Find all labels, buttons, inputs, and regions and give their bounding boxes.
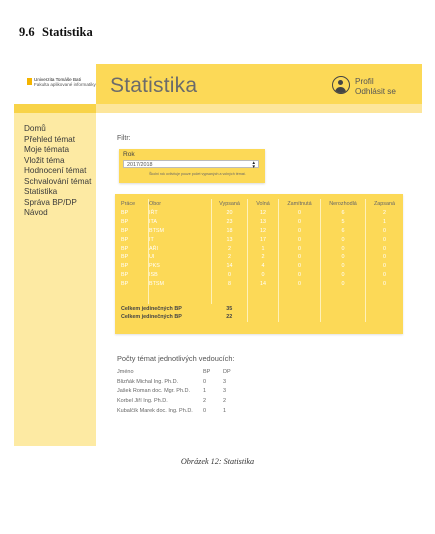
table-cell: PKS [149, 262, 212, 271]
table-cell: 4 [248, 262, 279, 271]
dp-count: 3 [223, 388, 227, 395]
logout-link[interactable]: Odhlásit se [355, 86, 396, 96]
table-cell: 0 [248, 271, 279, 280]
sidebar-item-sprava-bp-dp[interactable]: Správa BP/DP [24, 197, 77, 207]
brand[interactable] [14, 64, 96, 104]
supervisors-table [117, 367, 237, 416]
bp-count: 0 [203, 408, 207, 415]
sidebar [14, 64, 96, 446]
supervisor-name: Kubalčík Marek doc. Ing. Ph.D. [117, 408, 193, 415]
dp-count: 1 [223, 408, 227, 415]
table-header-row [121, 199, 403, 209]
table-cell: UI [149, 253, 212, 262]
table-cell: 2 [212, 244, 248, 253]
statistics-card [115, 194, 403, 334]
col-volna: Volná [248, 199, 279, 209]
table-cell: 0 [279, 262, 321, 271]
col-zamitnuta: Zamítnutá [279, 199, 321, 209]
table-row [121, 209, 403, 218]
year-label: Rok [123, 151, 135, 158]
profile-links [355, 77, 396, 96]
table-cell: 14 [248, 279, 279, 288]
table-cell: 14 [212, 262, 248, 271]
table-cell: BP [121, 218, 149, 227]
total-value: 22 [212, 313, 248, 322]
table-cell: ISB [149, 271, 212, 280]
sidebar-item-hodnoceni-temat[interactable]: Hodnocení témat [24, 166, 87, 175]
statistics-table [121, 199, 403, 322]
table-cell: 0 [279, 218, 321, 227]
year-filter-card [119, 149, 265, 183]
sidebar-strip [14, 104, 96, 113]
table-cell: BP [121, 262, 149, 271]
table-cell: 0 [321, 244, 366, 253]
table-spacer [121, 288, 403, 304]
table-cell: BP [121, 253, 149, 262]
col-obor: Obor [149, 199, 212, 209]
table-cell: 2 [248, 253, 279, 262]
supervisor-name: Jašek Roman doc. Mgr. Ph.D. [117, 388, 191, 395]
col-zapsana: Zapsaná [374, 201, 395, 207]
table-cell: 20 [212, 209, 248, 218]
year-hint: Školní rok ovlivňuje pouze počet vypsaných a volných témat. [149, 172, 246, 176]
table-cell: 5 [321, 218, 366, 227]
header [96, 64, 422, 104]
table-cell: IŘT [149, 209, 212, 218]
table-cell: 18 [212, 227, 248, 236]
table-cell: 0 [383, 245, 386, 252]
filter-label: Filtr: [117, 135, 131, 142]
table-cell: 0 [383, 263, 386, 270]
sidebar-item-domu[interactable]: Domů [24, 124, 46, 133]
bp-count: 1 [203, 388, 207, 395]
brand-text [34, 77, 96, 87]
table-cell: 0 [383, 236, 386, 243]
table-row [121, 279, 403, 288]
col-vypsana: Vypsaná [212, 199, 248, 209]
bp-count: 2 [203, 398, 207, 405]
table-cell: 0 [383, 280, 386, 287]
table-cell: 0 [383, 254, 386, 261]
sidebar-item-navod[interactable]: Návod [24, 208, 48, 217]
table-cell: 0 [321, 271, 366, 280]
table-cell: 8 [212, 279, 248, 288]
brand-line2: Fakulta aplikované informatiky [34, 82, 96, 88]
table-cell: 0 [321, 235, 366, 244]
table-cell: 6 [321, 209, 366, 218]
avatar-body [335, 87, 346, 94]
table-cell: 1 [248, 244, 279, 253]
table-cell: 1 [383, 219, 386, 226]
table-row [121, 253, 403, 262]
user-avatar-icon[interactable] [332, 76, 350, 94]
sidebar-item-schvalovani-temat[interactable]: Schvalování témat [24, 176, 92, 186]
table-cell: 13 [248, 218, 279, 227]
table-cell: 0 [321, 279, 366, 288]
table-cell: BP [121, 209, 149, 218]
table-cell: BP [121, 235, 149, 244]
total-label: Celkem jedinečných BP [121, 305, 182, 312]
supervisor-name: Korbel Jiří Ing. Ph.D. [117, 398, 168, 405]
table-cell: 0 [279, 235, 321, 244]
table-cell: 0 [321, 262, 366, 271]
list-item [117, 387, 237, 397]
table-row [121, 218, 403, 227]
col-prace: Práce [121, 199, 149, 209]
total-label: Celkem jedinečných BP [121, 314, 182, 321]
list-item [117, 406, 237, 416]
section-number: 9.6 [19, 25, 35, 39]
profile-link[interactable]: Profil [355, 77, 374, 86]
table-cell: 0 [321, 253, 366, 262]
bp-count: 0 [203, 378, 207, 385]
table-cell: IT [149, 235, 212, 244]
dp-count: 2 [223, 398, 227, 405]
table-row [121, 244, 403, 253]
page-title: Statistika [110, 74, 198, 97]
supervisors-header-row [117, 367, 237, 377]
sidebar-item-moje-temata[interactable]: Moje témata [24, 145, 70, 154]
table-cell: BP [121, 279, 149, 288]
table-cell: 0 [279, 271, 321, 280]
table-cell: 23 [212, 218, 248, 227]
table-row [121, 227, 403, 236]
figure-caption: Obrázek 12: Statistika [180, 457, 255, 466]
supervisor-name: Blizňák Michal Ing. Ph.D. [117, 378, 179, 385]
select-arrows-icon: ▲ ▼ [251, 160, 256, 169]
table-cell: 0 [279, 253, 321, 262]
total-row [121, 304, 403, 313]
section-title: Statistika [42, 25, 93, 39]
app-screenshot [14, 64, 422, 446]
utb-logo-icon [27, 78, 32, 85]
table-cell: 6 [321, 227, 366, 236]
header-strip [96, 104, 422, 113]
table-cell: 0 [383, 227, 386, 234]
year-select-value: 2017/2018 [127, 162, 153, 168]
table-cell: 0 [279, 227, 321, 236]
brand-line1: Univerzita Tomáše Bati [34, 77, 81, 82]
supervisors-title: Počty témat jednotlivých vedoucích: [117, 354, 235, 363]
table-cell: 17 [248, 235, 279, 244]
list-item [117, 377, 237, 387]
total-row [121, 313, 403, 322]
table-cell: 2 [383, 210, 386, 217]
table-cell: ITA [149, 218, 212, 227]
table-cell: BP [121, 271, 149, 280]
table-row [121, 262, 403, 271]
table-cell: 0 [279, 279, 321, 288]
table-cell: AŘI [149, 244, 212, 253]
sidebar-nav [24, 124, 91, 219]
section-heading [19, 25, 93, 40]
sidebar-item-statistika[interactable]: Statistika [24, 187, 58, 196]
table-cell: BP [121, 244, 149, 253]
table-cell: 13 [212, 235, 248, 244]
list-item [117, 396, 237, 406]
table-cell: 0 [279, 209, 321, 218]
table-cell: 2 [212, 253, 248, 262]
total-value: 35 [212, 304, 248, 313]
table-cell: 0 [383, 271, 386, 278]
table-cell: 12 [248, 227, 279, 236]
dp-count: 3 [223, 378, 227, 385]
col-bp: BP [203, 368, 211, 375]
col-nerozhodla: Nerozhodlá [321, 199, 366, 209]
col-dp: DP [223, 368, 231, 375]
table-cell: 12 [248, 209, 279, 218]
table-cell: BTSM [149, 279, 212, 288]
table-cell: BTSM [149, 227, 212, 236]
table-cell: BP [121, 227, 149, 236]
year-select[interactable] [123, 160, 259, 168]
sidebar-item-vlozit-tema[interactable]: Vložit téma [24, 155, 65, 165]
table-cell: 0 [279, 244, 321, 253]
col-jmeno: Jméno [117, 368, 134, 375]
table-row [121, 271, 403, 280]
avatar-head [338, 80, 343, 85]
table-cell: 0 [212, 271, 248, 280]
table-row [121, 235, 403, 244]
sidebar-item-prehled-temat[interactable]: Přehled témat [24, 134, 75, 144]
